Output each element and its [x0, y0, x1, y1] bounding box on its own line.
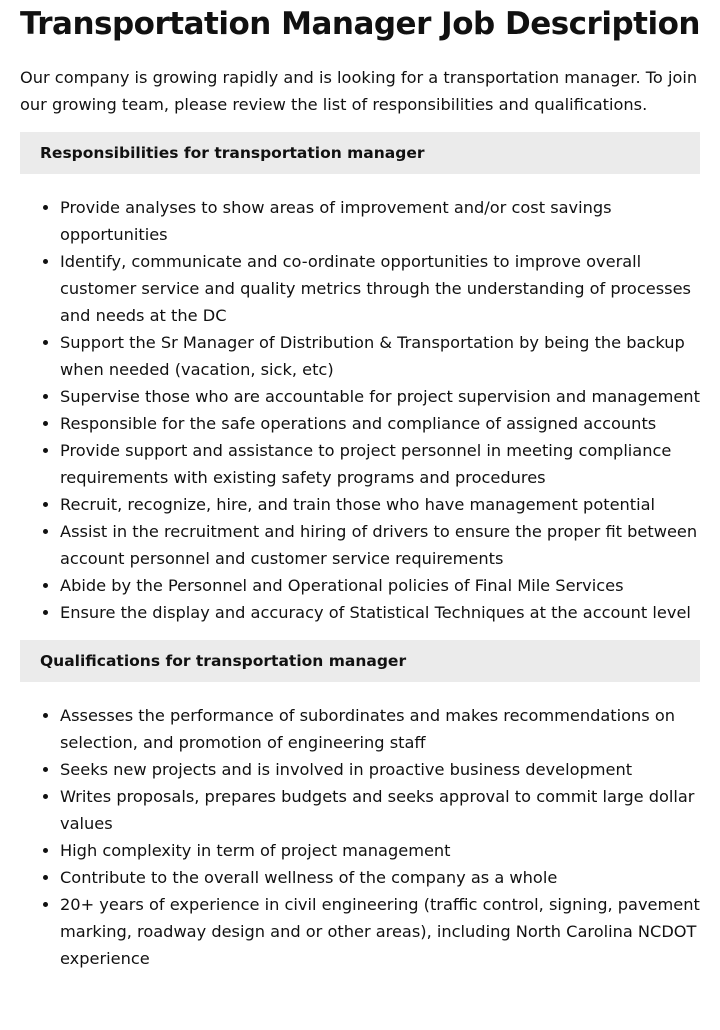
list-item: • Seeks new projects and is involved in proactive business development	[60, 756, 700, 783]
section-heading: Responsibilities for transportation manager	[20, 132, 700, 174]
page-title: Transportation Manager Job Description	[20, 6, 700, 42]
list-item: • Ensure the display and accuracy of Statistical Techniques at the account level	[60, 599, 700, 626]
list-item: • Assesses the performance of subordinates and makes recommendations on selection, and promotion of engineering staff	[60, 702, 700, 756]
job-sections	[0, 132, 720, 972]
section-heading: Qualifications for transportation manager	[20, 640, 700, 682]
list-item: • Assist in the recruitment and hiring of drivers to ensure the proper fit between account personnel and customer service requirements	[60, 518, 700, 572]
intro-text: Our company is growing rapidly and is looking for a transportation manager. To join our growing team, please review the list of responsibilities and qualifications.	[20, 68, 698, 114]
list-item: • High complexity in term of project management	[60, 837, 700, 864]
bullet-list	[20, 194, 700, 626]
list-item: • 20+ years of experience in civil engineering (traffic control, signing, pavement marking, roadway design and or other areas), including North Carolina NCDOT experience	[60, 891, 700, 972]
list-item: • Supervise those who are accountable for project supervision and management	[60, 383, 700, 410]
list-item: • Identify, communicate and co-ordinate opportunities to improve overall customer service and quality metrics through the understanding of processes and needs at the DC	[60, 248, 700, 329]
list-item: • Abide by the Personnel and Operational policies of Final Mile Services	[60, 572, 700, 599]
list-item: • Support the Sr Manager of Distribution & Transportation by being the backup when needed (vacation, sick, etc)	[60, 329, 700, 383]
bullet-list	[20, 702, 700, 972]
list-item: • Recruit, recognize, hire, and train those who have management potential	[60, 491, 700, 518]
list-item: • Writes proposals, prepares budgets and seeks approval to commit large dollar values	[60, 783, 700, 837]
list-item: • Responsible for the safe operations and compliance of assigned accounts	[60, 410, 700, 437]
list-item: • Provide support and assistance to project personnel in meeting compliance requirements with existing safety programs and procedures	[60, 437, 700, 491]
list-item: • Provide analyses to show areas of improvement and/or cost savings opportunities	[60, 194, 700, 248]
list-item: • Contribute to the overall wellness of the company as a whole	[60, 864, 700, 891]
